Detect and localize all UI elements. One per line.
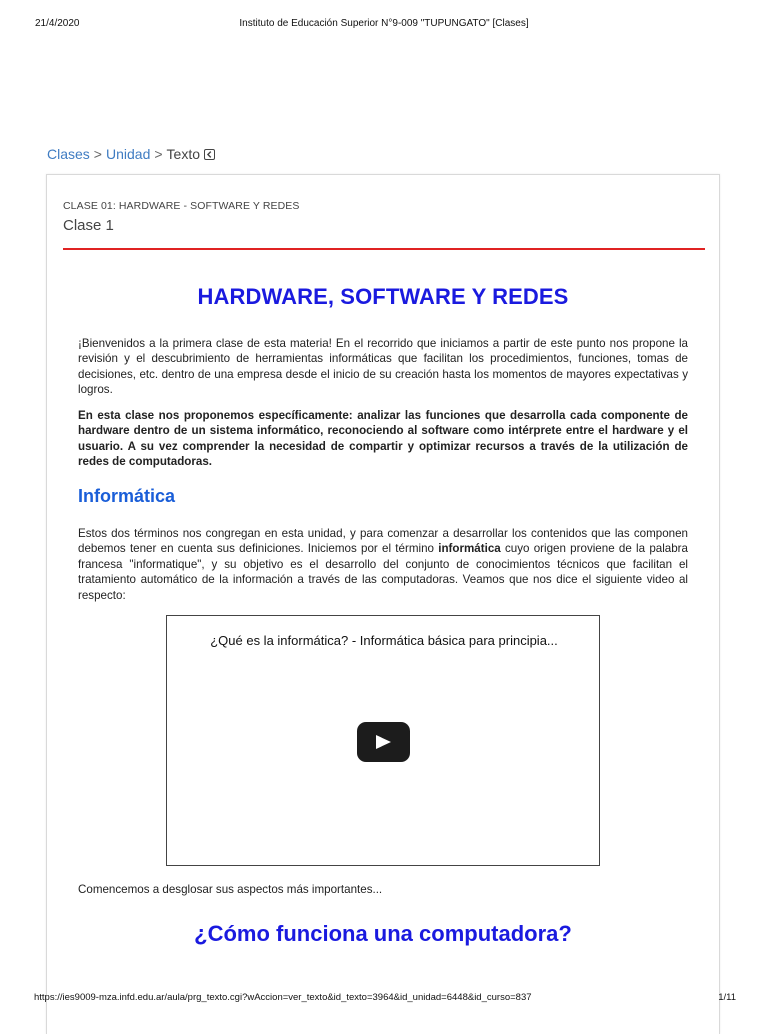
informatica-paragraph xyxy=(78,526,688,603)
video-title[interactable]: ¿Qué es la informática? - Informática básica para principia... xyxy=(210,633,558,648)
informatica-text-after: cuyo origen proviene de la palabra francesa "informatique", y su objetivo es el desarrollo del conjunto de conocimientos técnicos que facilitan el tratamiento automático de la información a través de las computadoras. Veamos que nos dice el siguiente video al respecto: xyxy=(78,542,688,602)
objectives-paragraph: En esta clase nos proponemos específicamente: analizar las funciones que desarrolla cada componente de hardware dentro de un sistema informático, reconociendo al software como intérprete entre el hardware y el usuario. A su vez comprender la necesidad de compartir y optimizar recursos a través de la utilización de redes de computadoras. xyxy=(78,409,688,469)
breadcrumb-separator: > xyxy=(93,146,102,162)
back-icon[interactable] xyxy=(204,149,215,160)
play-button[interactable] xyxy=(357,722,410,762)
breadcrumb-current: Texto xyxy=(166,146,201,162)
card-subtitle: CLASE 01: HARDWARE - SOFTWARE Y REDES xyxy=(63,200,300,212)
section-heading-computadora: ¿Cómo funciona una computadora? xyxy=(194,921,572,946)
informatica-text-before: Estos dos términos nos congregan en esta unidad, y para comenzar a desarrollar los contenidos que las componen debemos tener en cuenta sus definiciones. Iniciemos por el término xyxy=(78,527,688,556)
print-page-number: 1/11 xyxy=(718,992,736,1003)
lesson-card xyxy=(46,174,720,1034)
print-url: https://ies9009-mza.infd.edu.ar/aula/prg_texto.cgi?wAccion=ver_texto&id_texto=3964&id_unidad=6448&id_curso=837 xyxy=(34,992,532,1003)
play-icon xyxy=(376,735,391,749)
print-date: 21/4/2020 xyxy=(35,18,80,29)
informatica-term: informática xyxy=(438,542,501,556)
breadcrumb-link-unidad[interactable]: Unidad xyxy=(105,146,151,162)
video-embed[interactable] xyxy=(166,615,600,866)
section-heading-informatica: Informática xyxy=(78,486,176,506)
breadcrumb-link-clases[interactable]: Clases xyxy=(47,146,90,162)
print-footer xyxy=(0,992,768,1006)
card-title: Clase 1 xyxy=(63,217,114,234)
intro-paragraph: ¡Bienvenidos a la primera clase de esta materia! En el recorrido que iniciamos a partir de este punto nos propone la revisión y el descubrimiento de herramientas informáticas que facilitan los procedimientos, funciones, tomas de decisiones, etc. dentro de una empresa desde el inicio de su creación hasta los momentos de mayores expectativas y logros. xyxy=(78,337,688,397)
lesson-heading: HARDWARE, SOFTWARE Y REDES xyxy=(197,284,569,309)
breadcrumb xyxy=(47,146,215,162)
breadcrumb-separator: > xyxy=(154,146,163,162)
print-header xyxy=(0,18,768,32)
title-divider xyxy=(63,248,705,250)
transition-paragraph: Comencemos a desglosar sus aspectos más importantes... xyxy=(78,883,383,896)
print-page-title: Instituto de Educación Superior N°9-009 "TUPUNGATO" [Clases] xyxy=(239,18,529,29)
